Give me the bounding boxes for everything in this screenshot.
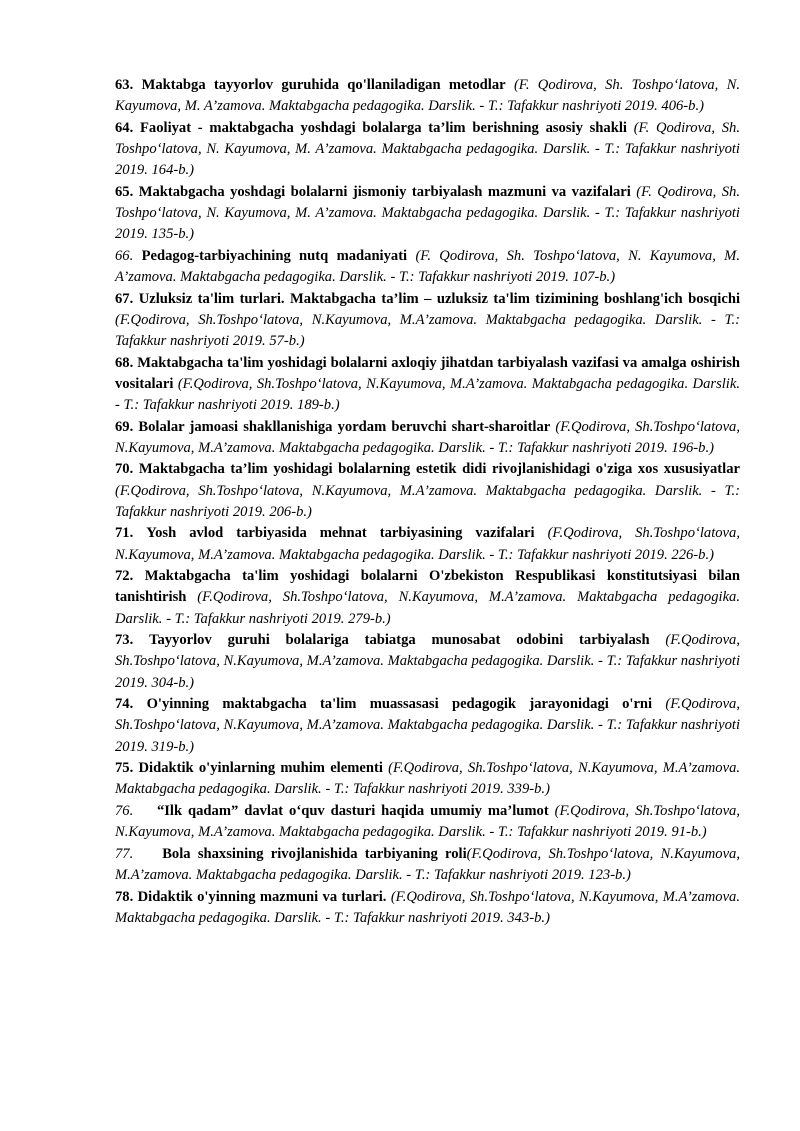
item-reference: (F.Qodirova, Sh.Toshpo‘latova, N.Kayumova, M.A’zamova. Maktabgacha pedagogika. Darslik. - T.: Tafakkur nashriyoti 2019. 343-b.) [115,888,741,926]
item-title: Bolalar jamoasi shakllanishiga yordam beruvchi shart-sharoitlar [138,418,551,435]
list-item [115,566,740,630]
item-title: O'yinning maktabgacha ta'lim muassasasi pedagogik jarayonidagi o'rni [146,696,653,713]
item-number: 66. [115,247,134,264]
list-item [115,182,740,246]
item-title: Tayyorlov guruhi bolalariga tabiatga munosabat odobini tarbiyalash [149,632,650,649]
item-reference: (F. Qodirova, Sh. Toshpo‘latova, N. Kayumova, M. A’zamova. Maktabgacha pedagogika. Darslik. - T.: Tafakkur nashriyoti 2019. 406-b.) [115,77,740,115]
item-number: 71. [115,525,134,542]
item-title: Faoliyat - maktabgacha yoshdagi bolalarga ta’lim berishning asosiy shakli [140,119,627,136]
list-item [115,801,740,843]
item-title: Maktabga tayyorlov guruhida qo'llaniladigan metodlar [141,77,506,93]
item-number: 76. [115,802,134,819]
list-item [115,630,740,694]
item-reference: (F.Qodirova, Sh.Toshpo‘latova, N.Kayumova, M.A’zamova. Maktabgacha pedagogika. Darslik. - T.: Tafakkur nashriyoti 2019. 189-b.) [115,375,740,413]
list-item [115,353,740,417]
document-page [115,75,740,929]
item-number: 70. [115,461,134,478]
item-title: “Ilk qadam” davlat o‘quv dasturi haqida umumiy ma’lumot [156,802,549,819]
item-reference: (F.Qodirova, Sh.Toshpo‘latova, N.Kayumova, M.A’zamova. Maktabgacha pedagogika. Darslik. - T.: Tafakkur nashriyoti 2019. 206-b.) [115,482,740,520]
list-item [115,887,740,929]
item-reference: (F. Qodirova, Sh. Toshpo‘latova, N. Kayumova, M. A’zamova. Maktabgacha pedagogika. Darslik. - T.: Tafakkur nashriyoti 2019. 107-b.) [115,247,740,285]
list-item [115,246,740,288]
item-number: 74. [115,696,134,713]
item-reference: (F.Qodirova, Sh.Toshpo‘latova, N.Kayumova, M.A’zamova. Maktabgacha pedagogika. Darslik. - T.: Tafakkur nashriyoti 2019. 91-b.) [115,802,740,841]
list-item [115,118,740,182]
list-item [115,459,740,523]
item-title: Maktabgacha ta'lim yoshidagi bolalarni O'zbekiston Respublikasi konstitutsiyasi bilan tanishtirish [115,568,740,606]
item-reference: (F. Qodirova, Sh. Toshpo‘latova, N. Kayumova, M. A’zamova. Maktabgacha pedagogika. Darslik. - T.: Tafakkur nashriyoti 2019. 164-b.) [115,119,740,179]
list-item [115,523,740,565]
item-reference: (F. Qodirova, Sh. Toshpo‘latova, N. Kayumova, M. A’zamova. Maktabgacha pedagogika. Darslik. - T.: Tafakkur nashriyoti 2019. 135-b.) [115,183,741,243]
item-reference: (F.Qodirova, Sh.Toshpo‘latova, N.Kayumova, M.A’zamova. Maktabgacha pedagogika. Darslik. - T.: Tafakkur nashriyoti 2019. 226-b.) [115,525,740,563]
list-item [115,758,740,800]
item-title: Pedagog-tarbiyachining nutq madaniyati [141,247,408,264]
item-number: 64. [115,119,134,136]
item-title: Didaktik o'yinning mazmuni va turlari. [137,888,387,905]
item-reference: (F.Qodirova, Sh.Toshpo‘latova, N.Kayumova, M.A’zamova. Maktabgacha pedagogika. Darslik. - T.: Tafakkur nashriyoti 2019. 196-b.) [115,418,740,456]
item-title: Maktabgacha yoshdagi bolalarni jismoniy tarbiyalash mazmuni va vazifalari [138,183,631,200]
item-title: Didaktik o'yinlarning muhim elementi [138,760,383,777]
list-item [115,75,740,117]
item-number: 72. [115,568,134,585]
item-reference: (F.Qodirova, Sh.Toshpo‘latova, N.Kayumova, M.A’zamova. Maktabgacha pedagogika. Darslik. - T.: Tafakkur nashriyoti 2019. 319-b.) [115,696,741,755]
item-number: 65. [115,183,134,200]
list-item [115,289,740,353]
item-number: 63. [115,77,134,93]
item-number: 75. [115,760,134,777]
item-number: 68. [115,354,134,371]
item-number: 77. [115,845,134,862]
item-title: Uzluksiz ta'lim turlari. Maktabgacha ta’lim – uzluksiz ta'lim tizimining boshlang'ich bosqichi [138,290,741,307]
item-reference: (F.Qodirova, Sh.Toshpo‘latova, N.Kayumova, M.A’zamova. Maktabgacha pedagogika. Darslik. - T.: Tafakkur nashriyoti 2019. 123-b.) [115,845,741,883]
list-item [115,694,740,758]
item-reference: (F.Qodirova, Sh.Toshpo‘latova, N.Kayumova, M.A’zamova. Maktabgacha pedagogika. Darslik. - T.: Tafakkur nashriyoti 2019. 57-b.) [115,311,740,349]
item-title: Yosh avlod tarbiyasida mehnat tarbiyasining vazifalari [146,525,535,542]
item-reference: (F.Qodirova, Sh.Toshpo‘latova, N.Kayumova, M.A’zamova. Maktabgacha pedagogika. Darslik. - T.: Tafakkur nashriyoti 2019. 304-b.) [115,632,741,691]
item-title: Maktabgacha ta'lim yoshidagi bolalarni axloqiy jihatdan tarbiyalash vazifasi va amalga oshirish vositalari [115,354,740,392]
item-number: 69. [115,418,134,435]
item-title: Bola shaxsining rivojlanishida tarbiyaning roli [162,845,467,862]
item-title: Maktabgacha ta’lim yoshidagi bolalarning estetik didi rivojlanishidagi o'ziga xos xususiyatlar [138,461,740,478]
item-number: 73. [115,632,134,649]
item-reference: (F.Qodirova, Sh.Toshpo‘latova, N.Kayumova, M.A’zamova. Maktabgacha pedagogika. Darslik. - T.: Tafakkur nashriyoti 2019. 339-b.) [115,760,741,798]
list-item [115,417,740,459]
list-item [115,844,740,886]
item-number: 78. [115,888,134,905]
item-reference: (F.Qodirova, Sh.Toshpo‘latova, N.Kayumova, M.A’zamova. Maktabgacha pedagogika. Darslik. - T.: Tafakkur nashriyoti 2019. 279-b.) [115,589,740,627]
item-number: 67. [115,290,134,307]
